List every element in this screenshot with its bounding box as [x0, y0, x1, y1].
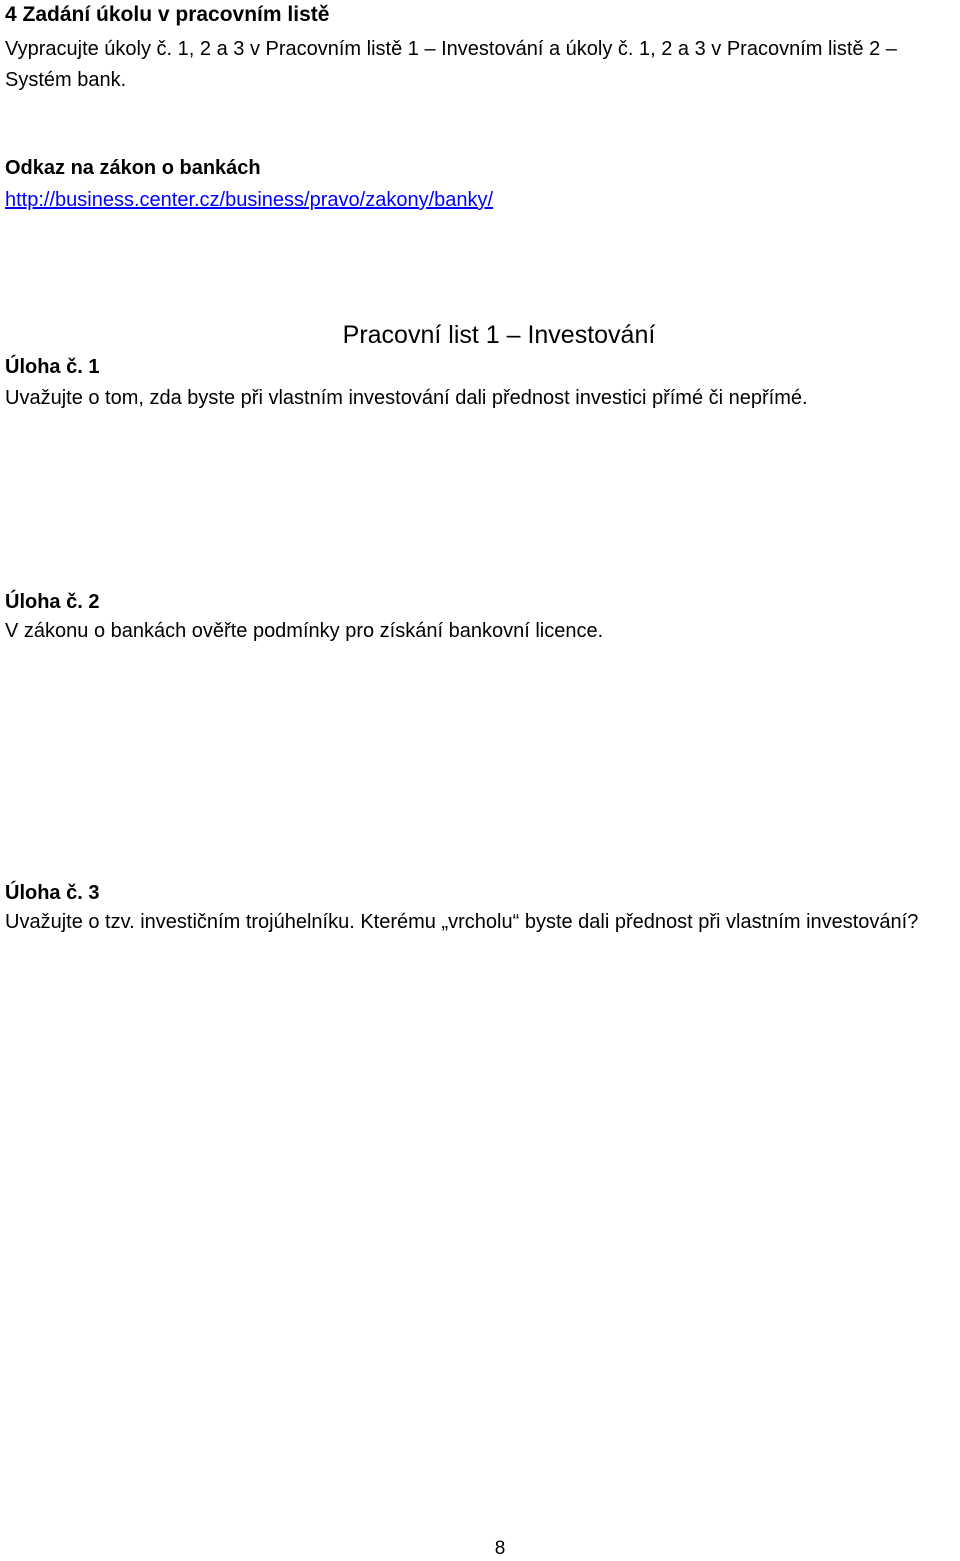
task-3-text: Uvažujte o tzv. investičním trojúhelníku. Kterému „vrcholu“ byste dali přednost při vlastním investování? [5, 911, 919, 933]
task-1-text: Uvažujte o tom, zda byste při vlastním investování dali přednost investici přímé či nepřímé. [5, 387, 808, 409]
task-2-heading: Úloha č. 2 [5, 591, 100, 613]
task-3-heading: Úloha č. 3 [5, 882, 100, 904]
worksheet-title: Pracovní list 1 – Investování [342, 321, 656, 349]
task-2-text: V zákonu o bankách ověřte podmínky pro získání bankovní licence. [5, 620, 604, 642]
section-heading: 4 Zadání úkolu v pracovním listě [5, 3, 330, 26]
intro-paragraph: Vypracujte úkoly č. 1, 2 a 3 v Pracovním listě 1 – Investování a úkoly č. 1, 2 a 3 v Pracovním listě 2 – Systém bank. [5, 38, 897, 91]
task-1-heading: Úloha č. 1 [5, 356, 100, 378]
page-number: 8 [494, 1538, 506, 1559]
law-link-url[interactable]: http://business.center.cz/business/pravo/zakony/banky/ [5, 189, 494, 211]
law-link-heading: Odkaz na zákon o bankách [5, 157, 261, 179]
